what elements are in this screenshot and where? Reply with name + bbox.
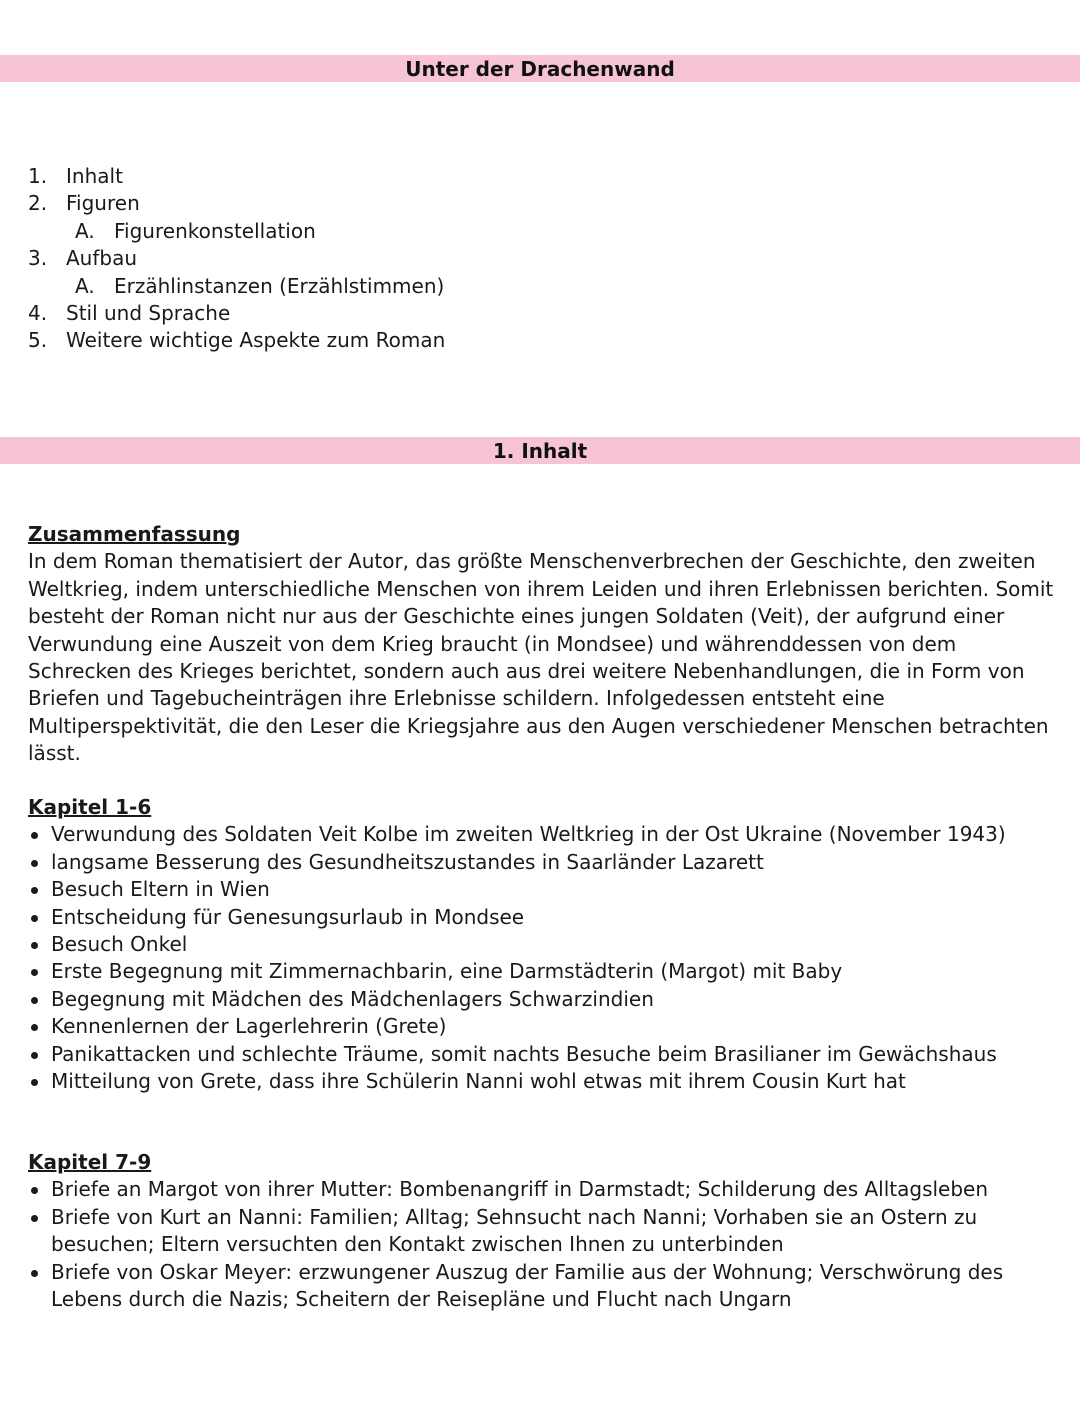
list-item: Mitteilung von Grete, dass ihre Schülerin Nanni wohl etwas mit ihrem Cousin Kurt hat xyxy=(28,1068,1058,1095)
toc-number: 1. xyxy=(28,164,48,188)
chapters-7-9-list xyxy=(28,1176,1058,1313)
chapters-7-9-heading: Kapitel 7-9 xyxy=(28,1150,152,1174)
toc-label: Erzählinstanzen (Erzählstimmen) xyxy=(114,273,445,298)
chapters-7-9-section xyxy=(28,1149,1058,1313)
list-item: langsame Besserung des Gesundheitszustandes in Saarländer Lazarett xyxy=(28,849,1058,876)
toc-item xyxy=(28,163,445,190)
list-item: Briefe von Oskar Meyer: erzwungener Auszug der Familie aus der Wohnung; Verschwörung des Lebens durch die Nazis; Scheitern der Reisepläne und Flucht nach Ungarn xyxy=(28,1259,1058,1314)
document-title: Unter der Drachenwand xyxy=(405,56,675,81)
section-band xyxy=(0,437,1080,464)
section-title: 1. Inhalt xyxy=(492,438,588,463)
toc-number: 3. xyxy=(28,246,48,271)
list-item: Besuch Onkel xyxy=(28,931,1058,958)
toc-label: Inhalt xyxy=(66,164,123,188)
toc-item xyxy=(28,190,445,217)
summary-paragraph: In dem Roman thematisiert der Autor, das größte Menschenverbrechen der Geschichte, den zweiten Weltkrieg, indem unterschiedliche Menschen von ihrem Leiden und ihren Erlebnissen berichten. Somit besteht der Roman nicht nur aus der Geschichte eines jungen Soldaten (Veit), der aufgrund einer Verwundung eine Auszeit von dem Krieg braucht (in Mondsee) und währenddessen von dem Schrecken des Krieges berichtet, sondern auch aus drei weitere Nebenhandlungen, die in Form von Briefen und Tagebucheinträgen ihre Erlebnisse schildern. Infolgedessen entsteht eine Multiperspektivität, die den Leser die Kriegsjahre aus den Augen verschiedener Menschen betrachten lässt. xyxy=(28,549,1054,766)
toc-item xyxy=(28,300,445,327)
summary-section xyxy=(28,521,1058,768)
summary-heading: Zusammenfassung xyxy=(28,522,241,546)
list-item: Begegnung mit Mädchen des Mädchenlagers Schwarzindien xyxy=(28,986,1058,1013)
toc-subitem xyxy=(28,273,445,300)
list-item: Briefe an Margot von ihrer Mutter: Bombenangriff in Darmstadt; Schilderung des Alltagsleben xyxy=(28,1176,1058,1203)
toc-label: Figurenkonstellation xyxy=(114,218,316,243)
chapters-1-6-section xyxy=(28,794,1058,1095)
toc-number: 4. xyxy=(28,301,48,326)
list-item: Panikattacken und schlechte Träume, somit nachts Besuche beim Brasilianer im Gewächshaus xyxy=(28,1041,1058,1068)
toc-label: Figuren xyxy=(66,191,140,216)
table-of-contents xyxy=(28,163,445,355)
toc-label: Aufbau xyxy=(66,246,138,271)
list-item: Kennenlernen der Lagerlehrerin (Grete) xyxy=(28,1013,1058,1040)
toc-number: A. xyxy=(75,273,95,298)
list-item: Verwundung des Soldaten Veit Kolbe im zweiten Weltkrieg in der Ost Ukraine (November 1943) xyxy=(28,821,1058,848)
list-item: Briefe von Kurt an Nanni: Familien; Alltag; Sehnsucht nach Nanni; Vorhaben sie an Ostern zu besuchen; Eltern versuchten den Kontakt zwischen Ihnen zu unterbinden xyxy=(28,1204,1058,1259)
list-item: Besuch Eltern in Wien xyxy=(28,876,1058,903)
chapters-1-6-heading: Kapitel 1-6 xyxy=(28,795,152,819)
list-item: Erste Begegnung mit Zimmernachbarin, eine Darmstädterin (Margot) mit Baby xyxy=(28,958,1058,985)
list-item: Entscheidung für Genesungsurlaub in Mondsee xyxy=(28,904,1058,931)
toc-number: A. xyxy=(75,218,95,243)
toc-label: Stil und Sprache xyxy=(66,301,231,326)
toc-subitem xyxy=(28,218,445,245)
chapters-1-6-list xyxy=(28,821,1058,1095)
toc-label: Weitere wichtige Aspekte zum Roman xyxy=(66,328,446,353)
toc-number: 5. xyxy=(28,328,48,353)
toc-number: 2. xyxy=(28,191,48,216)
toc-item xyxy=(28,327,445,354)
toc-item xyxy=(28,245,445,272)
title-band xyxy=(0,55,1080,82)
